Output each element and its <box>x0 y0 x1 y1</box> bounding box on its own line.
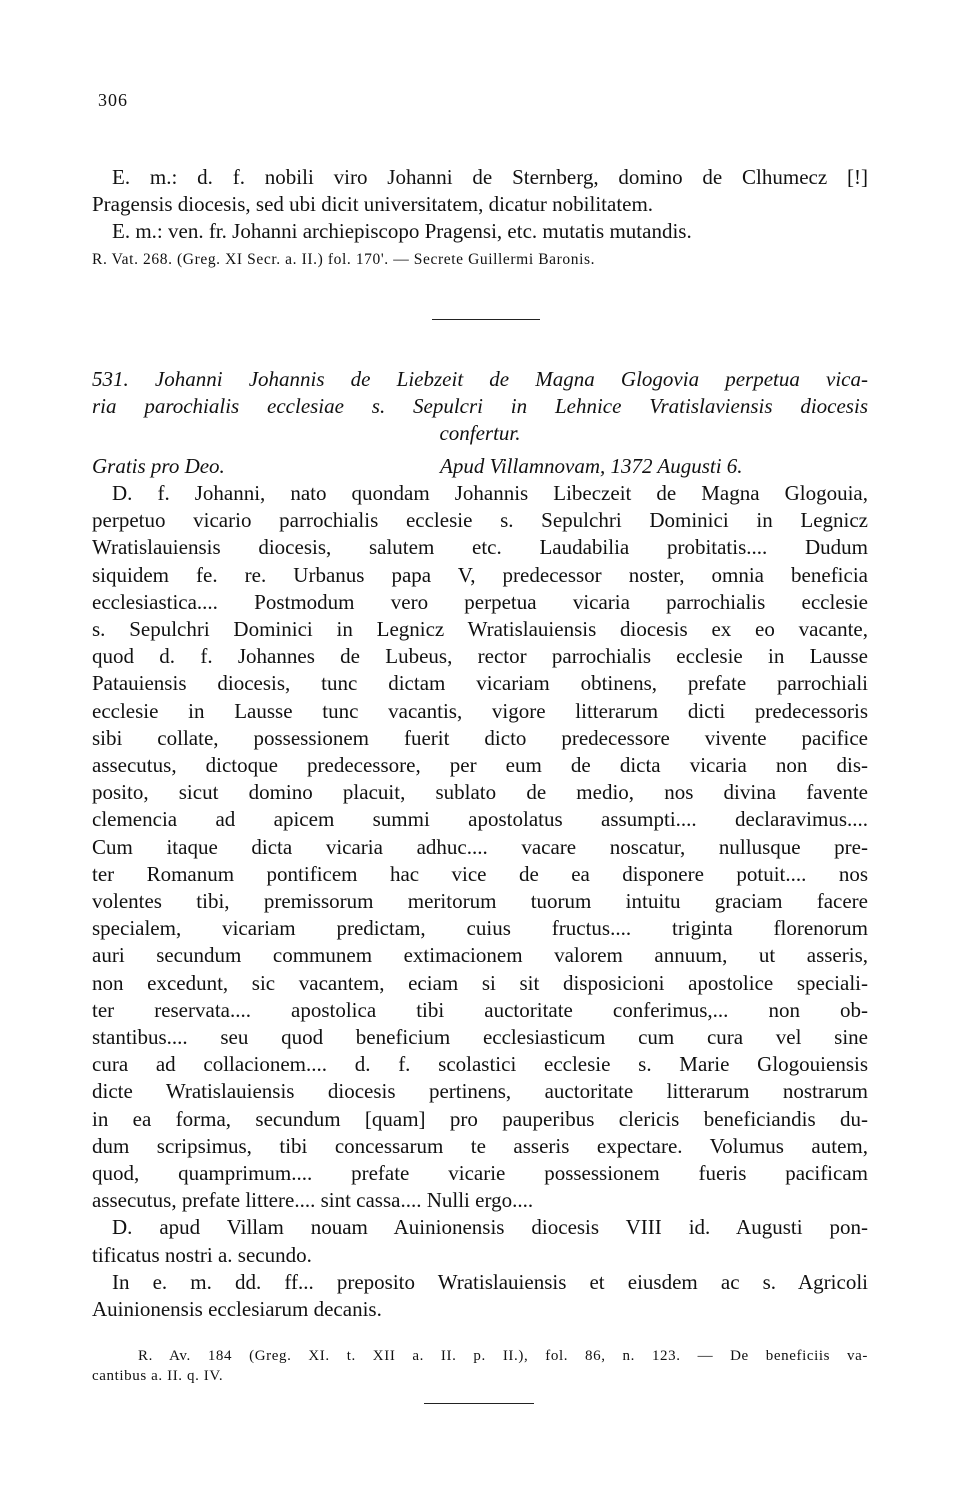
inscription-line: Auinionensis ecclesiarum decanis. <box>92 1297 382 1322</box>
body-line: Cum itaque dicta vicaria adhuc.... vacare noscatur, nullusque pre- <box>92 834 868 859</box>
gratis-note: Gratis pro Deo. <box>92 454 225 478</box>
body-line: quod d. f. Johannes de Lubeus, rector parrochialis ecclesie in Lausse <box>92 644 868 669</box>
body-line: specialem, vicariam predictam, cuius fructus.... triginta florenorum <box>92 916 868 941</box>
body-line: ter Romanum pontificem hac vice de ea disponere potuit.... nos <box>92 861 868 886</box>
section-divider <box>432 319 540 320</box>
entry-title-line: ria parochialis ecclesiae s. Sepulcri in Lehnice Vratislaviensis diocesis <box>92 394 868 419</box>
body-line: perpetuo vicario parrochialis ecclesie s. Sepulchri Dominici in Legnicz <box>92 508 868 533</box>
dating-line: tificatus nostri a. secundo. <box>92 1242 312 1267</box>
body-line: dicte Wratislauiensis diocesis pertinens, auctoritate litterarum nostrarum <box>92 1079 868 1104</box>
inscription-line: In e. m. dd. ff... preposito Wratislauiensis et eiusdem ac s. Agricoli <box>112 1269 868 1294</box>
body-line: auri secundum communem extimacionem valorem annuum, ut asseris, <box>92 943 868 968</box>
body-line: dum scripsimus, tibi concessarum te asseris expectare. Volumus autem, <box>92 1133 868 1158</box>
body-line: posito, sicut domino placuit, sublato de medio, nos divina favente <box>92 780 868 805</box>
body-line: ecclesie in Lausse tunc vacantis, vigore litterarum dicti predecessoris <box>92 698 868 723</box>
entry-title-line: confertur. <box>439 421 521 446</box>
preamble-reference: R. Vat. 268. (Greg. XI Secr. a. II.) fol. 170'. — Secrete Guillermi Baronis. <box>92 250 596 268</box>
body-line: quod, quamprimum.... prefate vicarie possessionem fueris pacificam <box>92 1161 868 1186</box>
entry-title-line: 531. Johanni Johannis de Liebzeit de Magna Glogovia perpetua vica- <box>92 367 868 391</box>
preamble-line: E. m.: ven. fr. Johanni archiepiscopo Pragensi, etc. mutatis mutandis. <box>112 219 692 244</box>
entry-date: Apud Villamnovam, 1372 Augusti 6. <box>440 454 743 478</box>
reference-line: cantibus a. II. q. IV. <box>92 1368 224 1384</box>
body-line: clemencia ad apicem summi apostolatus assumpti.... declaravimus.... <box>92 807 868 832</box>
body-line: siquidem fe. re. Urbanus papa V, predecessor noster, omnia beneficia <box>92 562 868 587</box>
entry-title <box>92 366 868 448</box>
preamble-block <box>92 164 868 273</box>
body-line: Wratislauiensis diocesis, salutem etc. Laudabilia probitatis.... Dudum <box>92 535 868 560</box>
body-line: Patauiensis diocesis, tunc dictam vicariam obtinens, prefate parrochiali <box>92 671 868 696</box>
entry-body <box>92 480 868 1323</box>
body-line: in ea forma, secundum [quam] pro pauperibus clericis beneficiandis du- <box>92 1106 868 1131</box>
body-line: stantibus.... seu quod beneficium ecclesiasticum cum cura vel sine <box>92 1025 868 1050</box>
preamble-line: E. m.: d. f. nobili viro Johanni de Sternberg, domino de Clhumecz [!] <box>112 165 868 189</box>
body-line: sibi collate, possessionem fuerit dicto predecessore vivente pacifice <box>92 725 868 750</box>
body-line: volentes tibi, premissorum meritorum tuorum intuitu graciam facere <box>92 889 868 914</box>
reference-line: R. Av. 184 (Greg. XI. t. XII a. II. p. II.), fol. 86, n. 123. — De beneficiis va- <box>138 1348 868 1364</box>
page-number: 306 <box>98 90 128 110</box>
preamble-line: Pragensis diocesis, sed ubi dicit universitatem, dicatur nobilitatem. <box>92 192 654 217</box>
body-line: ter reservata.... apostolica tibi auctoritate conferimus,... non ob- <box>92 997 868 1022</box>
body-line: non excedunt, sic vacantem, eciam si sit disposicioni apostolice speciali- <box>92 970 868 995</box>
body-line: cura ad collacionem.... d. f. scolastici ecclesie s. Marie Glogouiensis <box>92 1052 868 1077</box>
dating-line: D. apud Villam nouam Auinionensis diocesis VIII id. Augusti pon- <box>112 1215 868 1240</box>
body-line: ecclesiastica.... Postmodum vero perpetua vicaria parrochialis ecclesie <box>92 589 868 614</box>
end-divider <box>424 1403 534 1404</box>
body-line: s. Sepulchri Dominici in Legnicz Wratislauiensis diocesis ex eo vacante, <box>92 617 868 642</box>
body-line: assecutus, dictoque predecessore, per eum de dicta vicaria non dis- <box>92 753 868 778</box>
archival-reference <box>92 1346 868 1386</box>
body-line: assecutus, prefate littere.... sint cassa.... Nulli ergo.... <box>92 1188 534 1213</box>
body-line: D. f. Johanni, nato quondam Johannis Libeczeit de Magna Glogouia, <box>112 481 868 505</box>
